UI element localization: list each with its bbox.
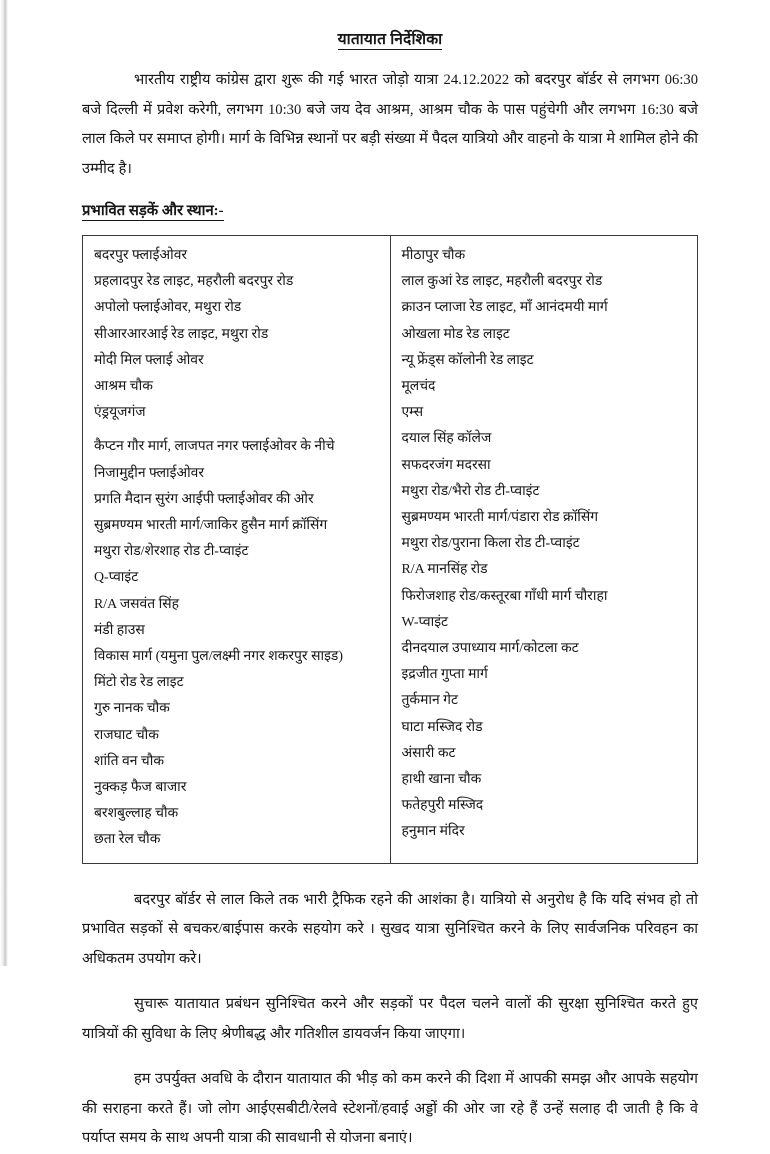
list-item: आश्रम चौक xyxy=(94,379,153,395)
closing-paragraph-2-text: सुचारू यातायात प्रबंधन सुनिश्चित करने और सड़कों पर पैदल चलने वालों की सुरक्षा सुनिश्चित करते हुए यात्रियों की सुविधा के लिए श्रेणीबद्ध और गतिशील डायवर्जन किया जाएगा। xyxy=(82,996,698,1042)
list-item: W-प्वाइंट xyxy=(401,614,449,630)
list-item: दयाल सिंह कॉलेज xyxy=(401,431,492,447)
list-item: मिंटो रोड रेड लाइट xyxy=(94,675,184,691)
affected-roads-heading-text: प्रभावित सड़कें और स्थान:- xyxy=(82,203,224,219)
table-cell-left-column xyxy=(83,236,391,864)
page-title xyxy=(82,27,698,49)
list-item: प्रहलादपुर रेड लाइट, महरौली बदरपुर रोड xyxy=(94,274,294,290)
list-item: R/A जसवंत सिंह xyxy=(94,596,180,612)
list-item: सुब्रमण्यम भारती मार्ग/पंडारा रोड क्रॉसिंग xyxy=(401,510,599,526)
closing-paragraph-2 xyxy=(82,990,698,1049)
list-item: हाथी खाना चौक xyxy=(401,772,482,788)
right-column-list xyxy=(402,243,688,846)
list-item: एंड्रयूजगंज xyxy=(94,405,146,421)
list-item: विकास मार्ग (यमुना पुल/लक्ष्मी नगर शकरपुर साइड) xyxy=(94,649,343,665)
list-item: मूलचंद xyxy=(401,379,436,395)
page-title-text: यातायात निर्देशिका xyxy=(337,31,443,48)
closing-paragraph-1 xyxy=(82,886,698,975)
list-item: अपोलो फ्लाईओवर, मथुरा रोड xyxy=(94,300,242,316)
affected-roads-heading xyxy=(82,200,698,220)
list-item: मथुरा रोड/शेरशाह रोड टी-प्वाइंट xyxy=(94,544,249,560)
list-item: तुर्कमान गेट xyxy=(401,693,458,709)
list-item: सफदरजंग मदरसा xyxy=(401,457,491,473)
list-item: लाल कुआं रेड लाइट, महरौली बदरपुर रोड xyxy=(401,274,603,290)
list-item: न्यू फ्रेंड्स कॉलोनी रेड लाइट xyxy=(401,352,534,368)
list-item: कैप्टन गौर मार्ग, लाजपत नगर फ्लाईओवर के नीचे xyxy=(94,439,335,455)
list-item: ओखला मोड रेड लाइट xyxy=(401,326,510,342)
list-item: क्राउन प्लाजा रेड लाइट, माँ आनंदमयी मार्ग xyxy=(401,300,608,316)
left-column-list xyxy=(94,243,380,854)
affected-roads-table xyxy=(82,235,698,864)
list-item: बरशबुल्लाह चौक xyxy=(94,806,179,822)
list-item: R/A मानसिंह रोड xyxy=(401,562,488,578)
table-cell-right-column xyxy=(390,236,698,864)
list-item: मीठापुर चौक xyxy=(401,248,466,263)
table-row xyxy=(83,236,698,864)
list-item: सुब्रमण्यम भारती मार्ग/जाकिर हुसैन मार्ग क्रॉसिंग xyxy=(94,518,328,534)
list-item: शांति वन चौक xyxy=(94,753,165,769)
intro-paragraph-text: भारतीय राष्ट्रीय कांग्रेस द्वारा शुरू की गई भारत जोड़ो यात्रा 24.12.2022 को बदरपुर बॉर्डर से लगभग 06:30 बजे दिल्ली में प्रवेश करेगी, लगभग 10:30 बजे जय देव आश्रम, आश्रम चौक के पास पहुंचेगी और लगभग 16:30 बजे लाल किले पर समाप्त होगी। मार्ग के विभिन्न स्थानों पर बड़ी संख्या में पैदल यात्रियो और वाहनो के यात्रा मे शामिल होने की उम्मीद है। xyxy=(82,72,698,177)
list-item: प्रगति मैदान सुरंग आईपी फ्लाईओवर की ओर xyxy=(94,491,314,507)
closing-paragraph-3-text: हम उपर्युक्त अवधि के दौरान यातायात की भीड़ को कम करने की दिशा में आपकी समझ और आपके सहयोग की सराहना करते हैं। जो लोग आईएसबीटी/रेलवे स्टेशनों/हवाई अड्डों की ओर जा रहे हैं उन्हें सलाह दी जाती है कि वे पर्याप्त समय के साथ अपनी यात्रा की सावधानी से योजना बनाएं। xyxy=(82,1071,698,1147)
list-item: घाटा मस्जिद रोड xyxy=(401,719,483,735)
list-item: मथुरा रोड/भैरो रोड टी-प्वाइंट xyxy=(401,483,540,499)
list-item: बदरपुर फ्लाईओवर xyxy=(94,248,188,263)
list-item: अंसारी कट xyxy=(401,745,456,761)
closing-paragraph-1-text: बदरपुर बॉर्डर से लाल किले तक भारी ट्रैफिक रहने की आशंका है। यात्रियो से अनुरोध है कि यदि संभव हो तो प्रभावित सड़कों से बचकर/बाईपास करके सहयोग करे । सुखद यात्रा सुनिश्चित करने के लिए सार्वजनिक परिवहन का अधिकतम उपयोग करे। xyxy=(82,891,698,967)
list-item: सीआरआरआई रेड लाइट, मथुरा रोड xyxy=(94,326,269,342)
list-item: मंडी हाउस xyxy=(94,622,145,638)
list-item: Q-प्वाइंट xyxy=(94,570,139,586)
list-item: हनुमान मंदिर xyxy=(401,824,465,840)
list-item: मथुरा रोड/पुराना किला रोड टी-प्वाइंट xyxy=(401,536,580,552)
closing-paragraphs xyxy=(82,886,698,1154)
list-item: छता रेल चौक xyxy=(94,832,161,848)
list-item: राजघाट चौक xyxy=(94,727,159,743)
list-item: फतेहपुरी मस्जिद xyxy=(401,798,484,814)
list-item: एम्स xyxy=(401,405,424,421)
list-item: इद्रजीत गुप्ता मार्ग xyxy=(401,667,488,683)
list-item: फिरोजशाह रोड/कस्तूरबा गाँधी मार्ग चौराहा xyxy=(401,588,608,604)
list-item: गुरु नानक चौक xyxy=(94,701,170,717)
list-item: निजामुद्दीन फ्लाईओवर xyxy=(94,465,205,481)
list-item: नुक्कड़ फैज बाजार xyxy=(94,780,187,796)
list-item: मोदी मिल फ्लाई ओवर xyxy=(94,352,204,368)
closing-paragraph-3 xyxy=(82,1065,698,1154)
intro-paragraph xyxy=(82,66,698,184)
list-item: दीनदयाल उपाध्याय मार्ग/कोटला कट xyxy=(401,641,579,657)
